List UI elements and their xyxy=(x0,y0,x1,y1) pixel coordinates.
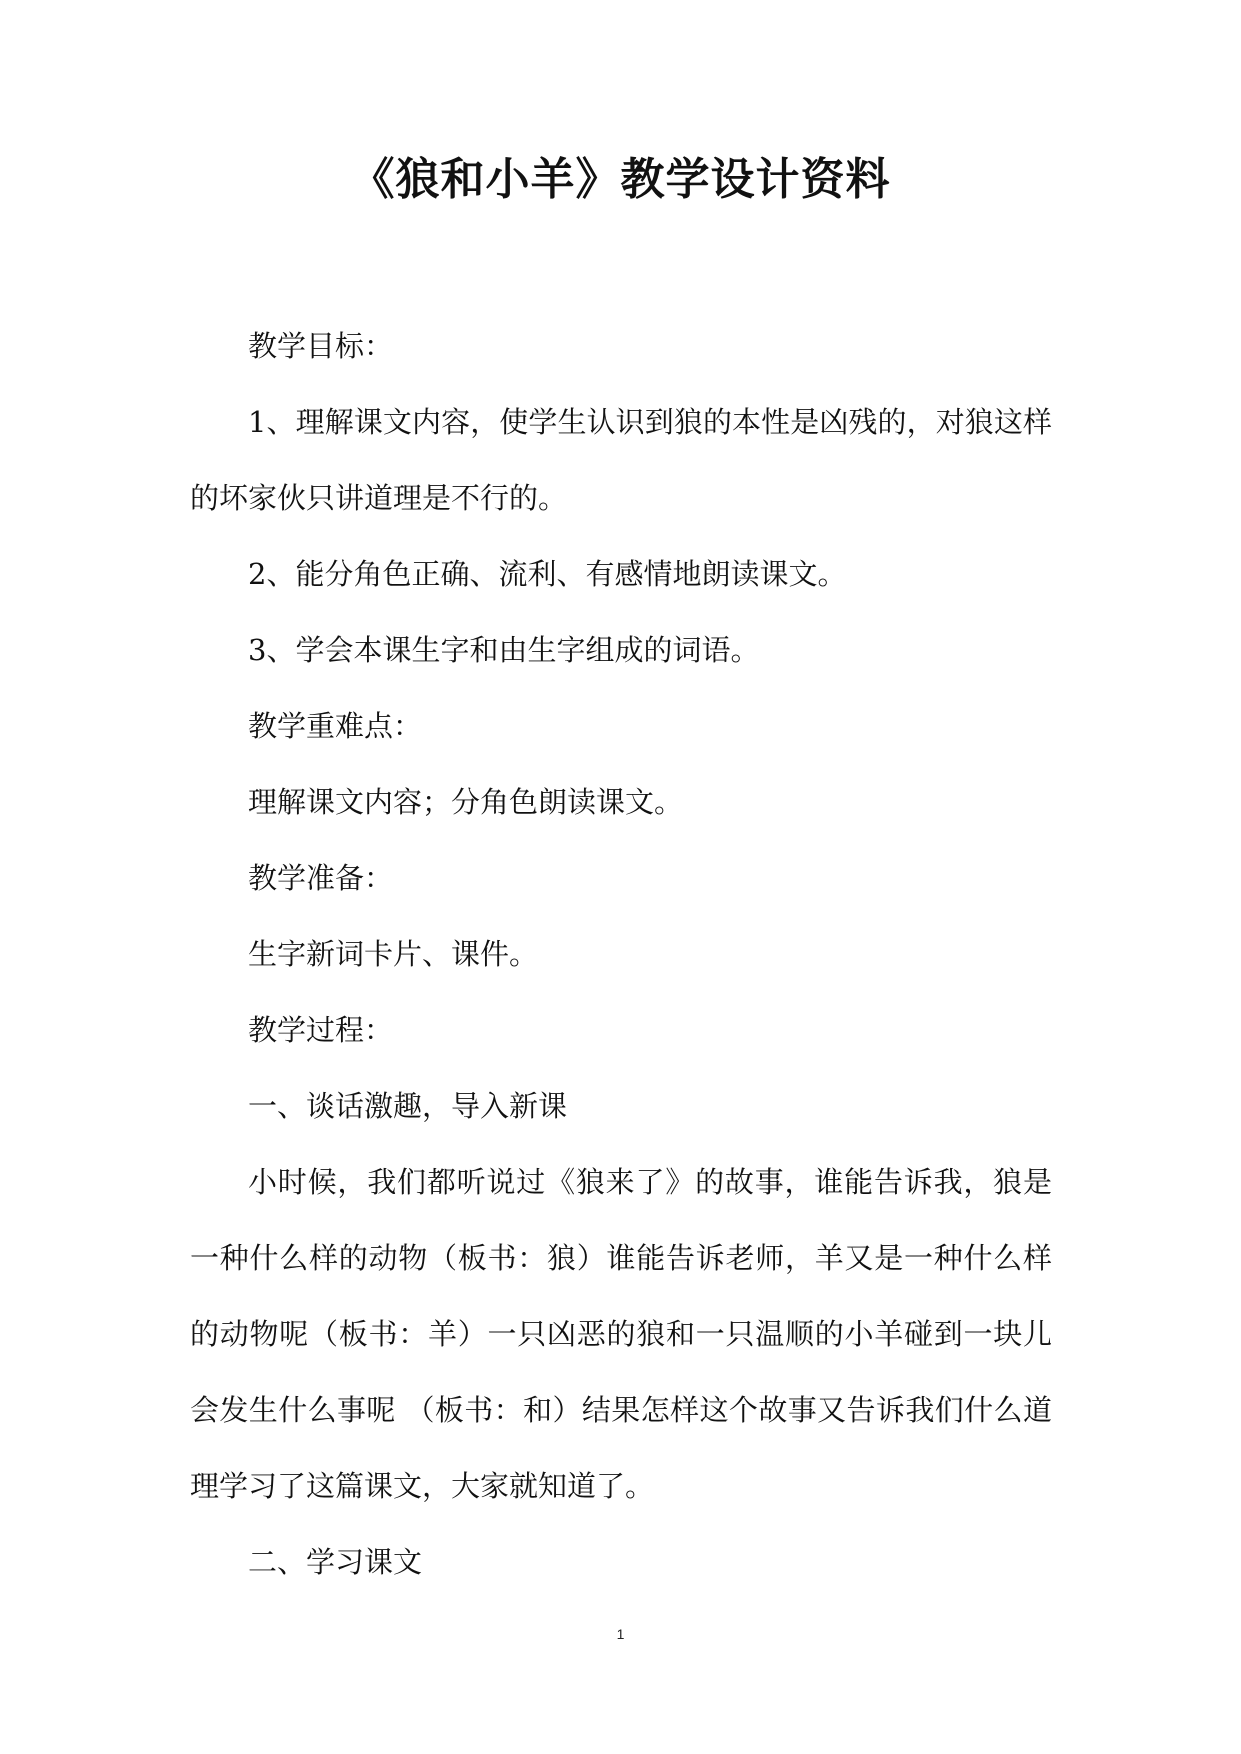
document-body xyxy=(190,308,1052,1600)
paragraph-section-1-body: 小时候，我们都听说过《狼来了》的故事，谁能告诉我，狼是一种什么样的动物（板书：狼）谁能告诉老师，羊又是一种什么样的动物呢（板书：羊）一只凶恶的狼和一只温顺的小羊碰到一块儿会发生什么事呢 （板书：和）结果怎样这个故事又告诉我们什么道理学习了这篇课文，大家就知道了。 xyxy=(190,1165,1052,1503)
paragraph-goal-1: 1、理解课文内容，使学生认识到狼的本性是凶残的，对狼这样的坏家伙只讲道理是不行的。 xyxy=(190,405,1052,515)
page-number: 1 xyxy=(616,1626,625,1642)
paragraph-key-points-heading: 教学重难点： xyxy=(248,709,423,743)
paragraph-goal-2: 2、能分角色正确、流利、有感情地朗读课文。 xyxy=(248,557,847,591)
paragraph-key-points: 理解课文内容；分角色朗读课文。 xyxy=(248,785,684,819)
paragraph-section-1-heading: 一、谈话激趣，导入新课 xyxy=(248,1089,568,1123)
paragraph-process-heading: 教学过程： xyxy=(248,1013,394,1047)
paragraph-goal-3: 3、学会本课生字和由生字组成的词语。 xyxy=(248,633,760,667)
paragraph-preparation-heading: 教学准备： xyxy=(248,861,394,895)
paragraph-section-2-heading: 二、学习课文 xyxy=(248,1545,423,1579)
paragraph-teaching-goals-heading: 教学目标： xyxy=(248,329,394,363)
document-title: 《狼和小羊》教学设计资料 xyxy=(350,154,891,205)
paragraph-preparation: 生字新词卡片、课件。 xyxy=(248,937,539,971)
